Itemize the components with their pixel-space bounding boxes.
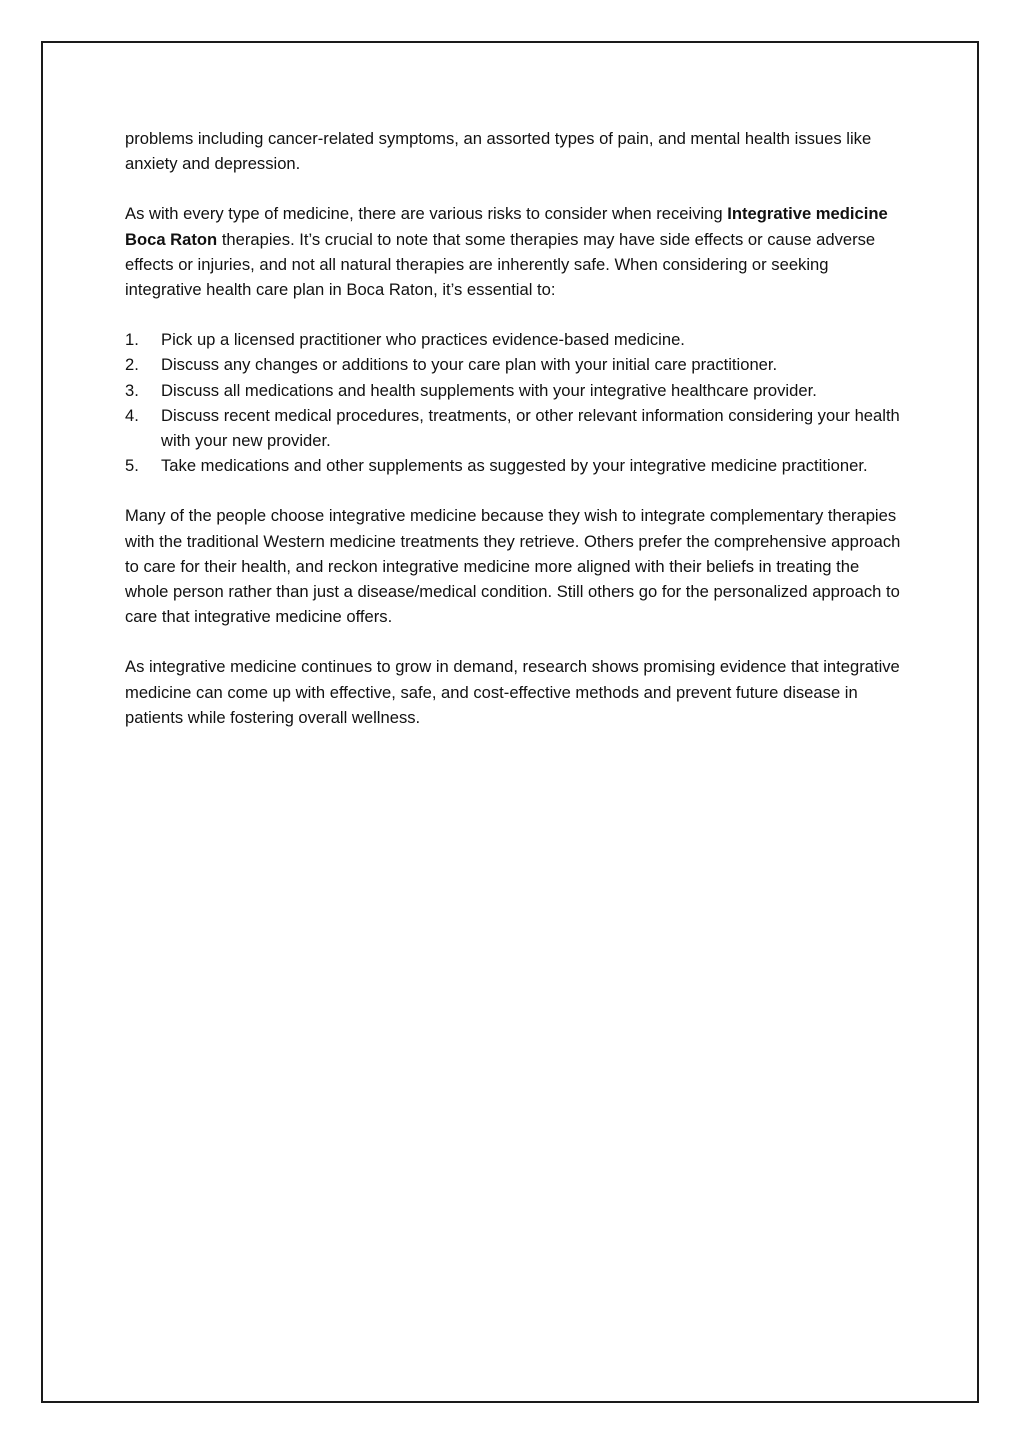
- paragraph-2-intro: As with every type of medicine, there are various risks to consider when receiving: [125, 204, 728, 224]
- bold-keyword: Integrative medicine Boca Raton: [125, 204, 888, 249]
- paragraph-3: Many of the people choose integrative medicine because they wish to integrate complementary therapies with the traditional Western medicine treatments they retrieve. Others prefer the comprehensive approach to care for their health, and reckon integrative medicine more aligned with their beliefs in treating the whole person rather than just a disease/medical condition. Still others go for the personalized approach to care that integrative medicine offers.: [125, 506, 901, 627]
- numbered-list: [125, 327, 905, 478]
- list-item: [125, 327, 905, 352]
- list-item: [125, 378, 905, 403]
- list-item: [125, 352, 905, 377]
- paragraph-2: [125, 201, 905, 302]
- paragraph-2-rest: therapies. It’s crucial to note that some therapies may have side effects or cause adverse effects or injuries, and not all natural therapies are inherently safe. When considering or seeking integrative health care plan in Boca Raton, it’s essential to:: [125, 229, 876, 300]
- page-frame: [41, 41, 979, 1403]
- list-item-number: 4.: [125, 405, 139, 425]
- list-item-number: 5.: [125, 456, 139, 476]
- list-item-number: 3.: [125, 380, 139, 400]
- list-item-text: Discuss any changes or additions to your care plan with your initial care practitioner.: [161, 355, 778, 375]
- list-item: [125, 453, 905, 478]
- list-item: [125, 403, 905, 453]
- list-item-number: 2.: [125, 355, 139, 375]
- list-item-text: Discuss recent medical procedures, treatments, or other relevant information considering your health with your new provider.: [161, 405, 900, 451]
- paragraph-4: As integrative medicine continues to grow in demand, research shows promising evidence that integrative medicine can come up with effective, safe, and cost-effective methods and prevent future disease in patients while fostering overall wellness.: [125, 657, 900, 727]
- document-body: [125, 126, 905, 755]
- paragraph-1: problems including cancer-related symptoms, an assorted types of pain, and mental health issues like anxiety and depression.: [125, 129, 872, 174]
- list-item-text: Take medications and other supplements as suggested by your integrative medicine practitioner.: [161, 456, 868, 476]
- list-item-number: 1.: [125, 330, 139, 350]
- list-item-text: Discuss all medications and health supplements with your integrative healthcare provider.: [161, 380, 817, 400]
- list-item-text: Pick up a licensed practitioner who practices evidence-based medicine.: [161, 330, 685, 350]
